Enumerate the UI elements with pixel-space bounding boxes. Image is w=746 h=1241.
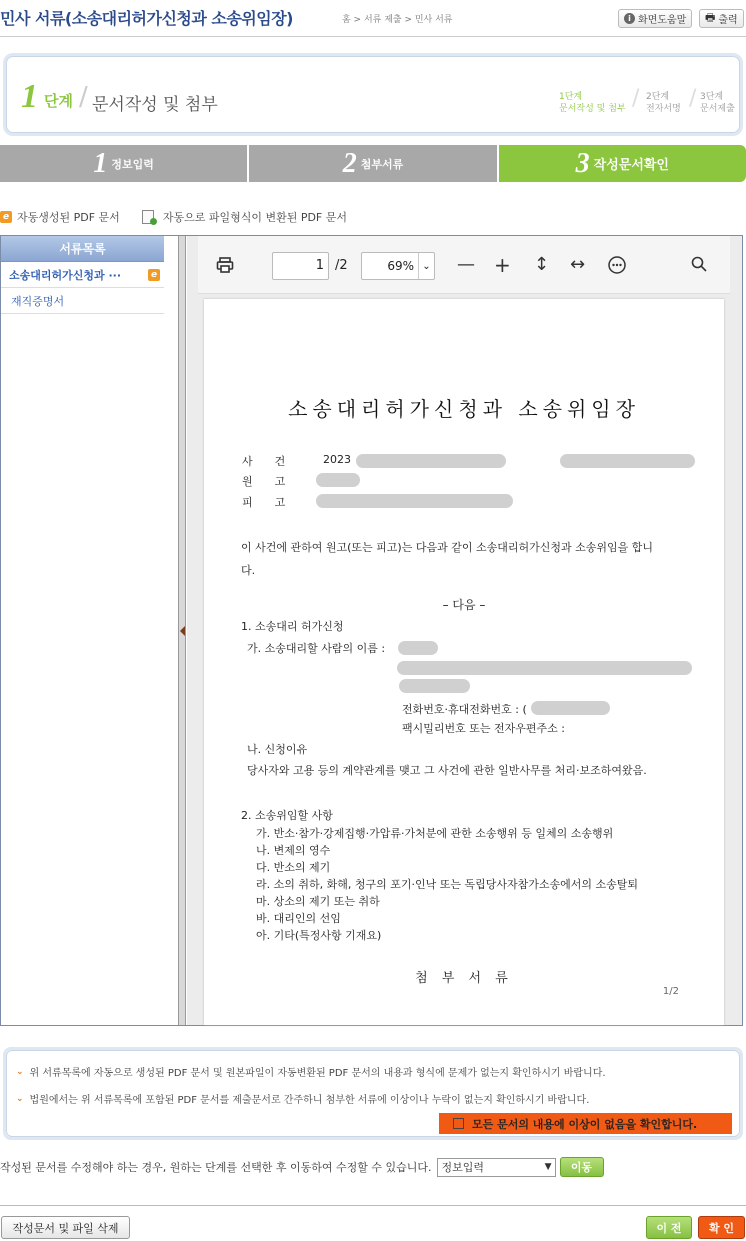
- notice-line: ⌄ 법원에서는 위 서류목록에 포함된 PDF 문서를 제출문서로 간주하니 첨부한 서류에 이상이나 누락이 없는지 확인하시기 바랍니다.: [16, 1093, 590, 1106]
- section-2-item: 다. 반소의 제기: [256, 861, 331, 874]
- plaintiff-label: 원 고: [242, 475, 286, 488]
- mini-step-1: 1단계 문서작성 및 첨부: [559, 92, 626, 114]
- section-2-item: 라. 소의 취하, 화해, 청구의 포기·인낙 또는 독립당사자참가소송에서의 소송탈퇴: [256, 878, 638, 891]
- auto-pdf-icon: e: [0, 211, 12, 223]
- redacted-text: [397, 661, 692, 675]
- move-button[interactable]: 이동: [560, 1157, 604, 1177]
- printer-icon: 🖶: [705, 11, 716, 24]
- current-step-number: 1: [21, 78, 38, 115]
- chevron-down-icon: ⌄: [16, 1093, 24, 1104]
- redacted-text: [316, 473, 360, 487]
- document-list-header: 서류목록: [1, 236, 164, 262]
- print-icon[interactable]: [216, 256, 234, 278]
- confirm-button[interactable]: 확 인: [698, 1216, 745, 1239]
- zoom-out-icon[interactable]: —: [457, 254, 475, 275]
- pdf-page: [204, 299, 724, 1025]
- fax-label: 팩시밀리번호 또는 전자우편주소 :: [402, 722, 565, 735]
- converted-pdf-icon: [142, 210, 154, 224]
- section-1-a: 가. 소송대리할 사람의 이름 :: [247, 642, 386, 655]
- mini-step-slash: /: [689, 86, 697, 111]
- section-2-item: 마. 상소의 제기 또는 취하: [256, 895, 380, 908]
- info-icon: i: [624, 13, 635, 24]
- collapse-arrow-icon[interactable]: [180, 626, 185, 636]
- auto-pdf-icon: e: [148, 269, 160, 281]
- current-step-label: 단계: [44, 92, 73, 110]
- mini-step-3: 3단계 문서제출: [700, 92, 735, 114]
- document-list-item[interactable]: 소송대리허가신청과 ··· e: [1, 262, 164, 288]
- mini-step-2: 2단계 전자서명: [646, 92, 681, 114]
- section-2-item: 아. 기타(특정사항 기재요): [256, 929, 382, 942]
- intro-text: 이 사건에 관하여 원고(또는 피고)는 다음과 같이 소송대리허가신청과 소송위임을 합니: [241, 541, 653, 554]
- mini-step-slash: /: [632, 86, 640, 111]
- step-indicator: [3, 53, 743, 136]
- confirm-checkbox-row[interactable]: 모든 문서의 내용에 이상이 없음을 확인합니다.: [439, 1113, 732, 1134]
- header-divider: [0, 36, 746, 37]
- section-1-heading: 1. 소송대리 허가신청: [241, 620, 344, 633]
- pdf-viewer: [187, 236, 742, 1025]
- fit-width-icon[interactable]: ↔: [570, 254, 586, 275]
- footer-divider: [0, 1205, 746, 1206]
- legend-auto-pdf: e 자동생성된 PDF 문서: [0, 209, 120, 225]
- document-list-item[interactable]: 재직증명서: [1, 288, 164, 314]
- zoom-in-icon[interactable]: +: [494, 253, 511, 277]
- section-2-item: 바. 대리인의 선임: [256, 912, 341, 925]
- legend: [0, 209, 369, 225]
- move-step-row: [0, 1157, 604, 1177]
- section-1-b: 나. 신청이유: [247, 743, 308, 756]
- tab-attachments[interactable]: 2 첨부서류: [249, 145, 496, 182]
- redacted-text: [399, 679, 470, 693]
- intro-text: 다.: [241, 564, 256, 577]
- defendant-label: 피 고: [242, 496, 286, 509]
- phone-label: 전화번호·휴대전화번호 : (: [402, 703, 527, 716]
- pdf-toolbar: [198, 236, 730, 294]
- document-title: 소송대리허가신청과 소송위임장: [288, 397, 640, 421]
- chevron-down-icon: ⌄: [418, 253, 434, 279]
- step-select[interactable]: 정보입력 ▼: [437, 1158, 556, 1177]
- help-button[interactable]: [618, 9, 692, 28]
- tab-document-review[interactable]: 3 작성문서확인: [499, 145, 746, 182]
- notice-line: ⌄ 위 서류목록에 자동으로 생성된 PDF 문서 및 원본파일이 자동변환된 PDF 문서의 내용과 형식에 문제가 없는지 확인하시기 바랍니다.: [16, 1066, 606, 1079]
- attachments-heading: 첨 부 서 류: [415, 971, 513, 986]
- legend-converted-pdf: 자동으로 파일형식이 변환된 PDF 문서: [142, 209, 347, 225]
- section-2-item: 나. 변제의 영수: [256, 844, 331, 857]
- search-icon[interactable]: [691, 256, 707, 276]
- case-value: 2023: [323, 453, 351, 466]
- reason-text: 당사자와 고용 등의 계약관계를 맺고 그 사건에 관한 일반사무를 처리·보조하여왔음.: [247, 764, 647, 777]
- chevron-down-icon: ⌄: [16, 1066, 24, 1077]
- fit-height-icon[interactable]: ↕: [534, 254, 550, 275]
- redacted-text: [398, 641, 438, 655]
- panel-splitter[interactable]: [178, 236, 186, 1025]
- step-tabs: [0, 145, 746, 182]
- page-indicator: 1/2: [662, 986, 679, 997]
- zoom-select[interactable]: 69% ⌄: [361, 252, 435, 280]
- page-title: 민사 서류(소송대리허가신청과 소송위임장): [0, 9, 293, 28]
- breadcrumb: 홈 > 서류 제출 > 민사 서류: [342, 15, 453, 25]
- chevron-down-icon: ▼: [544, 1162, 552, 1172]
- next-heading: – 다음 –: [442, 598, 486, 612]
- help-button-label: 화면도움말: [638, 15, 687, 26]
- confirm-checkbox[interactable]: [453, 1118, 464, 1129]
- redacted-text: [531, 701, 610, 715]
- redacted-text: [560, 454, 695, 468]
- redacted-text: [316, 494, 513, 508]
- prev-button[interactable]: 이 전: [646, 1216, 692, 1239]
- page-number-input[interactable]: 1: [272, 252, 329, 280]
- document-list: [1, 236, 164, 1025]
- current-step-desc: 문서작성 및 첨부: [92, 95, 218, 115]
- more-options-icon[interactable]: [608, 256, 626, 278]
- document-review-panel: [0, 235, 743, 1026]
- move-step-text: 작성된 문서를 수정해야 하는 경우, 원하는 단계를 선택한 후 이동하여 수정할 수 있습니다.: [0, 1161, 432, 1174]
- case-label: 사 건: [242, 455, 286, 468]
- print-button-label: 출력: [718, 15, 738, 26]
- redacted-text: [356, 454, 506, 468]
- notice-box: [3, 1047, 743, 1140]
- tab-info-input[interactable]: 1 정보입력: [0, 145, 247, 182]
- page-header: [0, 0, 746, 36]
- delete-files-button[interactable]: 작성문서 및 파일 삭제: [1, 1216, 130, 1239]
- print-button[interactable]: [699, 9, 744, 28]
- step-slash: /: [79, 82, 88, 112]
- section-2-item: 가. 반소·참가·강제집행·가압류·가처분에 관한 소송행위 등 일체의 소송행위: [256, 827, 614, 840]
- page-total: /2: [335, 258, 348, 273]
- section-2-heading: 2. 소송위임할 사항: [241, 809, 333, 822]
